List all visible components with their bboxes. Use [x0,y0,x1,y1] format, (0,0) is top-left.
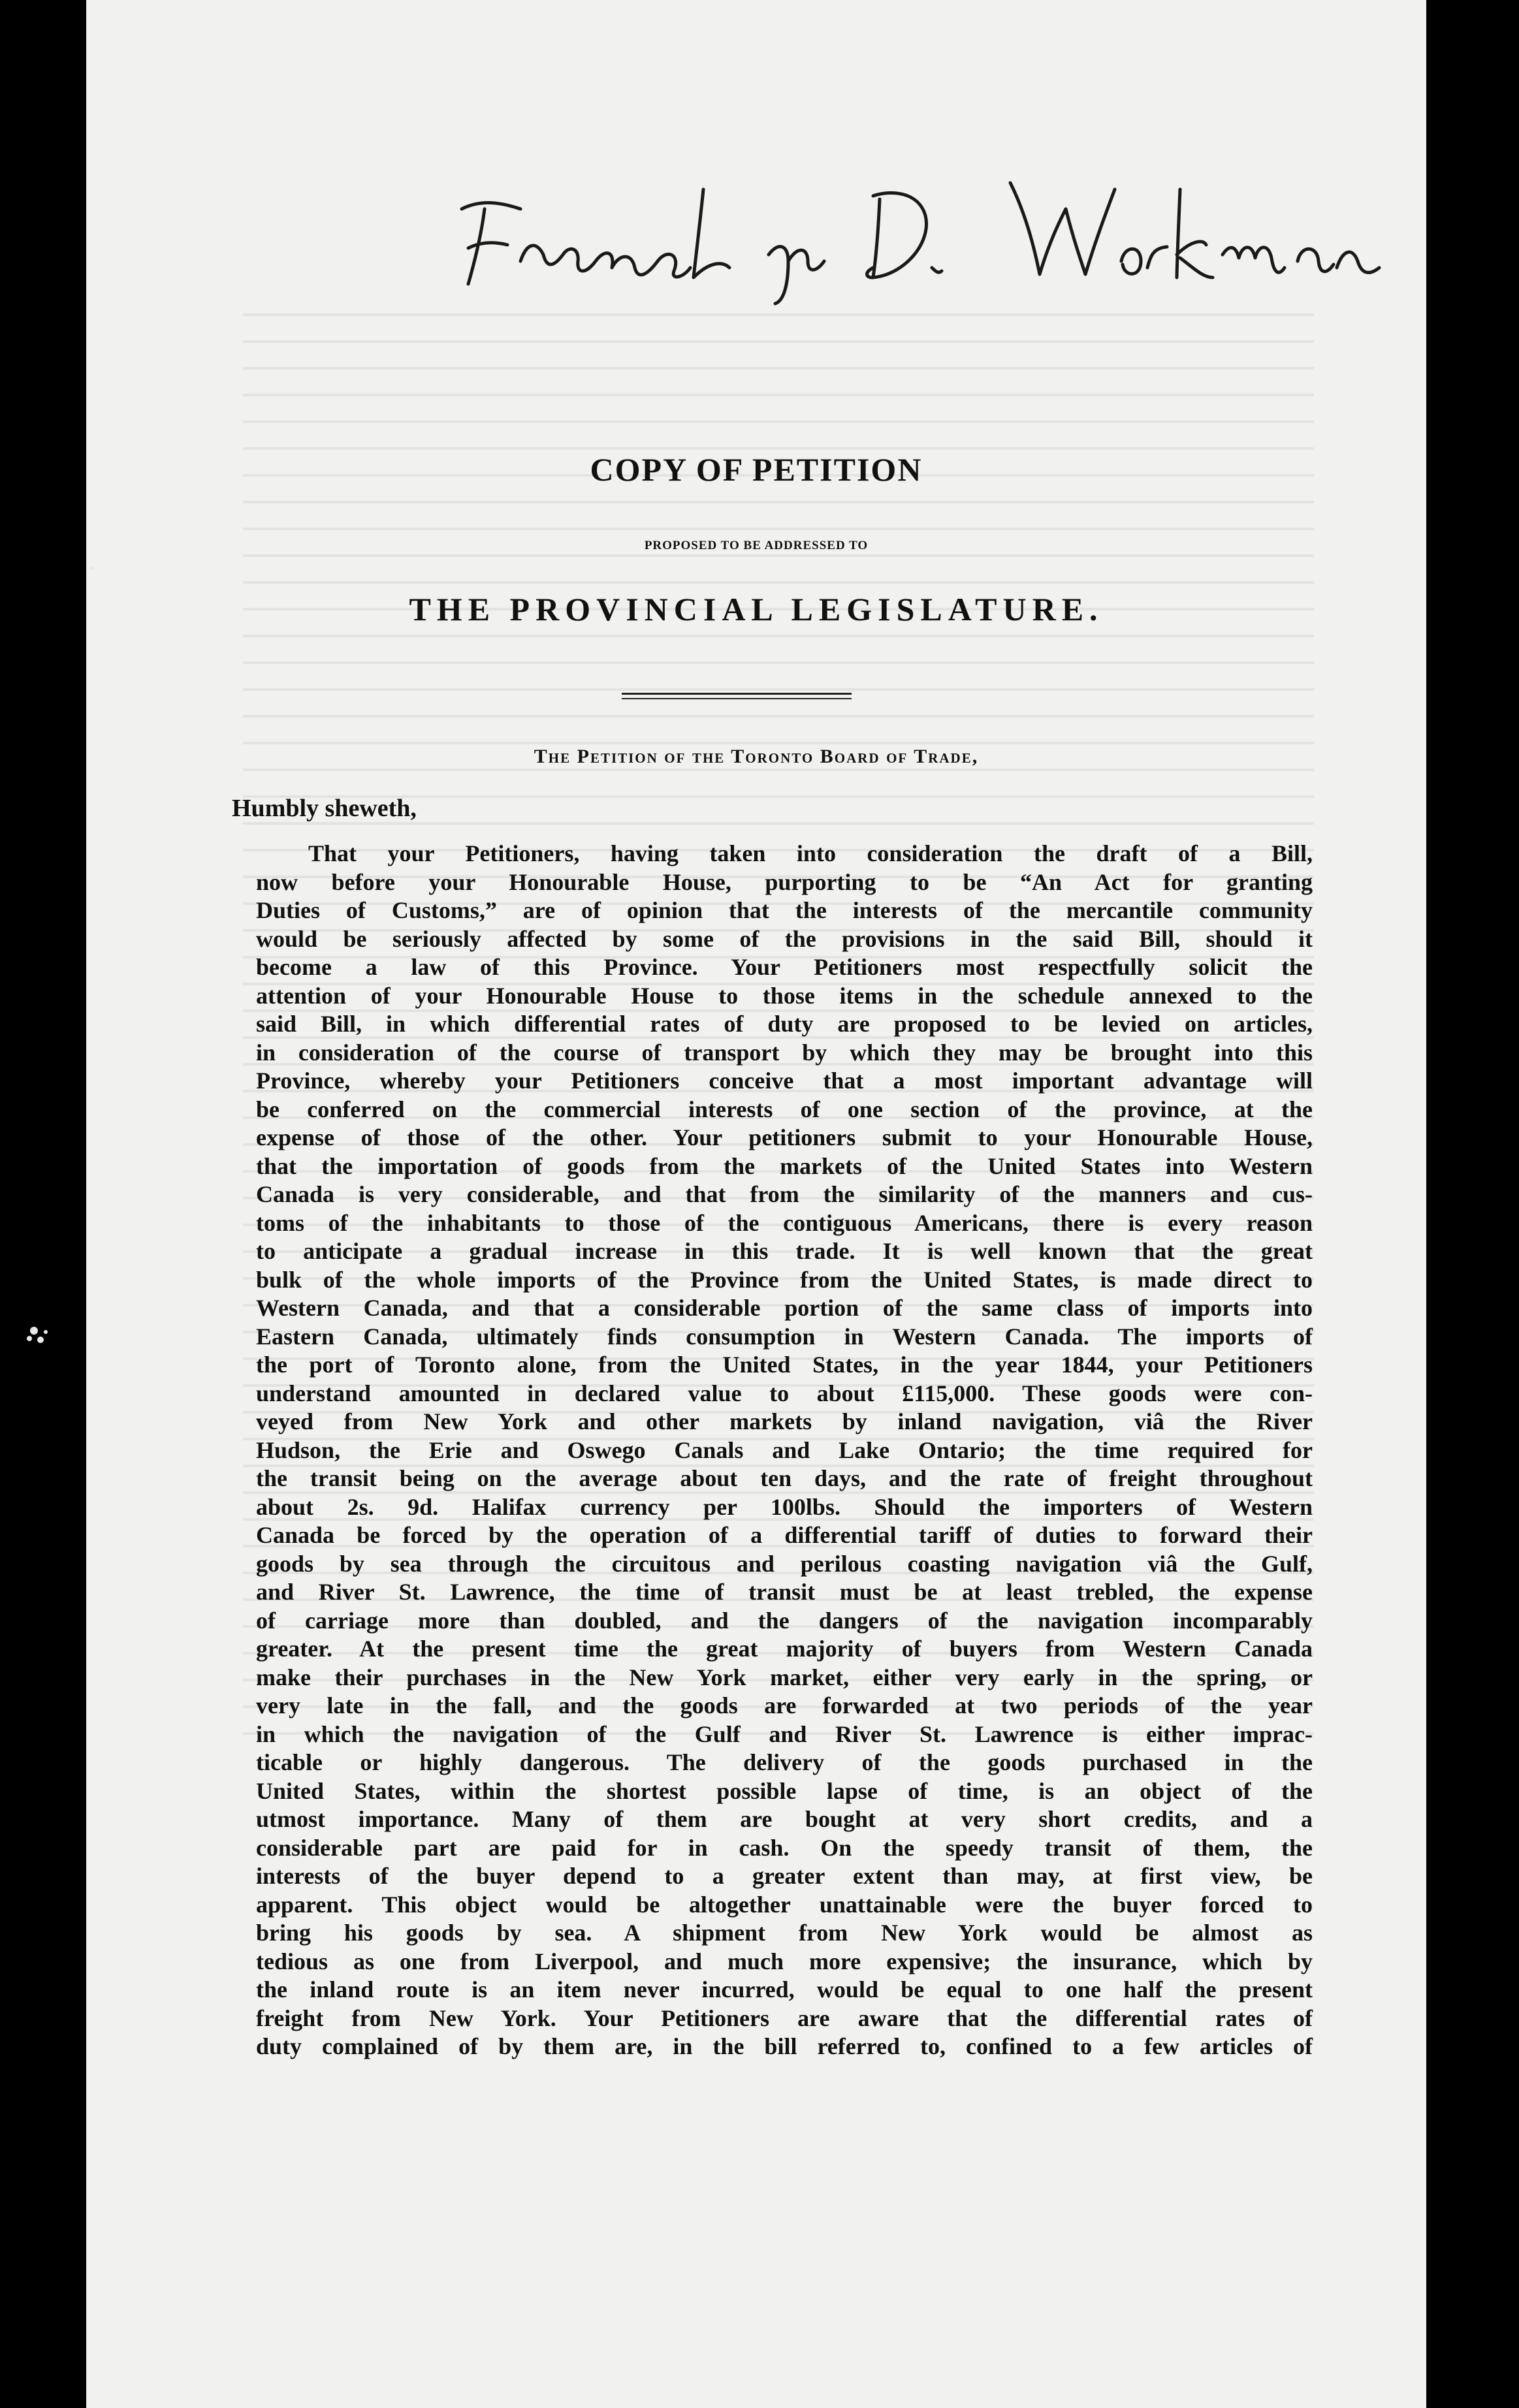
body-line: Hudson, the Erie and Oswego Canals and Lake Ontario; the time required for [256,1436,1313,1463]
body-line: greater. At the present time the great majority of buyers from Western Canada [256,1636,1313,1662]
body-line: apparent. This object would be altogether unattainable were the buyer forced to [256,1891,1313,1918]
body-line: considerable part are paid for in cash. On the speedy transit of them, the [256,1834,1313,1861]
body-line: would be seriously affected by some of the provisions in the said Bill, should it [256,925,1313,952]
body-line: utmost importance. Many of them are bought at very short credits, and a [256,1806,1313,1832]
body-line: United States, within the shortest possible lapse of time, is an object of the [256,1777,1313,1804]
body-line: bring his goods by sea. A shipment from New York would be almost as [256,1920,1313,1946]
body-line: very late in the fall, and the goods are forwarded at two periods of the year [256,1692,1313,1719]
petition-body [256,840,1313,2061]
document-title: COPY OF PETITION [590,451,923,488]
body-line: in which the navigation of the Gulf and River St. Lawrence is either imprac- [256,1720,1313,1747]
body-line: in consideration of the course of transport by which they may be brought into this [256,1039,1313,1066]
document-subtitle: PROPOSED TO BE ADDRESSED TO [644,539,869,552]
body-line: toms of the inhabitants to those of the contiguous Americans, there is every reason [256,1209,1313,1236]
petition-title: The Petition of the Toronto Board of Trade, [534,746,979,767]
body-line: the inland route is an item never incurred, would be equal to one half the present [256,1976,1313,2003]
body-line: veyed from New York and other markets by inland navigation, viâ the River [256,1408,1313,1434]
body-line: Duties of Customs,” are of opinion that the interests of the mercantile community [256,897,1313,923]
body-line: duty complained of by them are, in the bill referred to, confined to a few articles of [256,2033,1313,2059]
salutation: Humbly sheweth, [232,795,417,822]
body-line: freight from New York. Your Petitioners are aware that the differential rates of [256,2004,1313,2031]
body-line: now before your Honourable House, purporting to be “An Act for granting [256,868,1313,895]
body-line: make their purchases in the New York market, either very early in the spring, or [256,1664,1313,1690]
body-line: and River St. Lawrence, the time of transit must be at least trebled, the expense [256,1579,1313,1605]
body-line: attention of your Honourable House to those items in the schedule annexed to the [256,982,1313,1009]
body-line: understand amounted in declared value to about £115,000. These goods were con- [256,1380,1313,1406]
body-line: ticable or highly dangerous. The delivery of the goods purchased in the [256,1749,1313,1775]
handwritten-annotation-image [423,163,1402,307]
body-line: be conferred on the commercial interests of one section of the province, at the [256,1096,1313,1122]
body-line: expense of those of the other. Your petitioners submit to your Honourable House, [256,1124,1313,1150]
body-line: Canada is very considerable, and that from the similarity of the manners and cus- [256,1181,1313,1207]
body-line: Eastern Canada, ultimately finds consumption in Western Canada. The imports of [256,1323,1313,1350]
body-line: to anticipate a gradual increase in this trade. It is well known that the great [256,1238,1313,1264]
body-line: interests of the buyer depend to a greater extent than may, at first view, be [256,1863,1313,1889]
body-line: bulk of the whole imports of the Province from the United States, is made direct to [256,1266,1313,1293]
body-line: Province, whereby your Petitioners conceive that a most important advantage will [256,1068,1313,1094]
body-line: become a law of this Province. Your Petitioners most respectfully solicit the [256,954,1313,980]
body-line: the transit being on the average about ten days, and the rate of freight throughout [256,1465,1313,1491]
body-line: That your Petitioners, having taken into consideration the draft of a Bill, [308,840,1313,866]
body-line: that the importation of goods from the markets of the United States into Western [256,1152,1313,1179]
body-line: Canada be forced by the operation of a differential tariff of duties to forward their [256,1522,1313,1548]
document-page [86,0,1426,2408]
body-line: about 2s. 9d. Halifax currency per 100lbs. Should the importers of Western [256,1493,1313,1520]
body-line: Western Canada, and that a considerable portion of the same class of imports into [256,1295,1313,1321]
body-line: said Bill, in which differential rates of duty are proposed to be levied on articles, [256,1011,1313,1037]
body-line: the port of Toronto alone, from the United States, in the year 1844, your Petitioners [256,1352,1313,1378]
document-heading: THE PROVINCIAL LEGISLATURE. [409,591,1104,627]
body-line: tedious as one from Liverpool, and much more expensive; the insurance, which by [256,1948,1313,1974]
double-rule-divider [622,693,852,699]
body-line: goods by sea through the circuitous and perilous coasting navigation viâ the Gulf, [256,1550,1313,1577]
body-line: of carriage more than doubled, and the dangers of the navigation incomparably [256,1607,1313,1634]
